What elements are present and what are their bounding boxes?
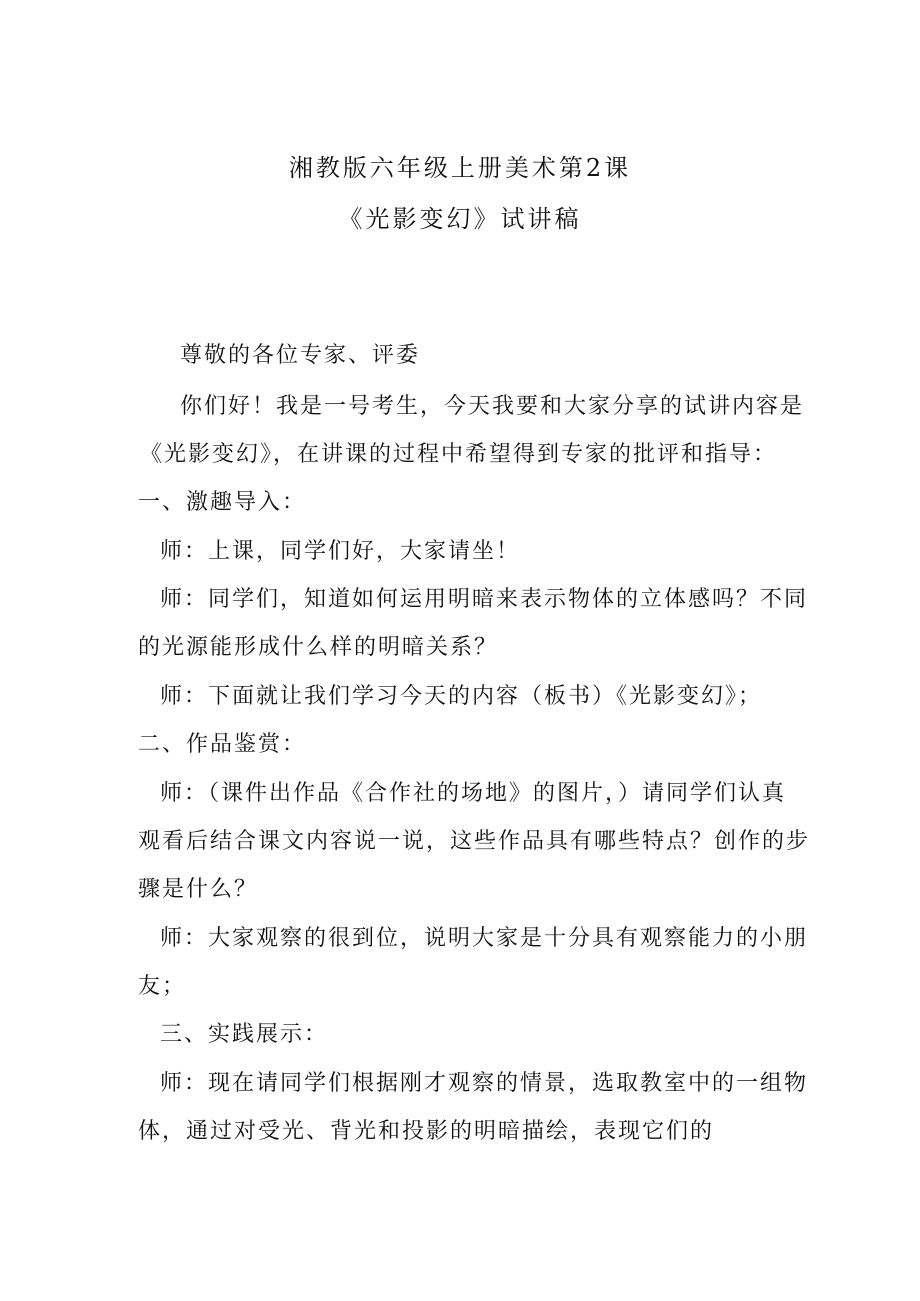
paragraph-line: 你们好！我是一号考生，今天我要和大家分享的试讲内容是: [180, 394, 805, 419]
paragraph-line: 师：同学们，知道如何运用明暗来表示物体的立体感吗？不同: [160, 587, 809, 612]
paragraph-line: 骤是什么？: [138, 877, 259, 902]
document-title: 湘教版六年级上册美术第2课: [288, 154, 632, 182]
salutation-line: 尊敬的各位专家、评委: [180, 343, 421, 368]
paragraph-line: 师：下面就让我们学习今天的内容（板书）《光影变幻》；: [160, 684, 763, 709]
paragraph-line: 师：大家观察的很到位，说明大家是十分具有观察能力的小朋: [160, 926, 809, 951]
paragraph-line: 师：上课，同学们好，大家请坐！: [160, 539, 521, 564]
document-subtitle: 《光影变幻》试讲稿: [338, 205, 582, 233]
section-heading: 三、实践展示：: [160, 1022, 329, 1047]
section-heading: 二、作品鉴赏：: [138, 732, 307, 757]
paragraph-line: 的光源能形成什么样的明暗关系？: [138, 635, 499, 660]
paragraph-line: 友；: [138, 974, 187, 999]
paragraph-line: 观看后结合课文内容说一说，这些作品具有哪些特点？创作的步: [138, 829, 811, 854]
paragraph-line: 师：（课件出作品《合作社的场地》的图片，）请同学们认真: [160, 781, 787, 806]
paragraph-line: 体，通过对受光、背光和投影的明暗描绘，表现它们的: [138, 1119, 715, 1144]
paragraph-line: 《光影变幻》，在讲课的过程中希望得到专家的批评和指导：: [140, 442, 778, 467]
section-heading: 一、激趣导入：: [138, 490, 307, 515]
paragraph-line: 师：现在请同学们根据刚才观察的情景，选取教室中的一组物: [160, 1071, 809, 1096]
